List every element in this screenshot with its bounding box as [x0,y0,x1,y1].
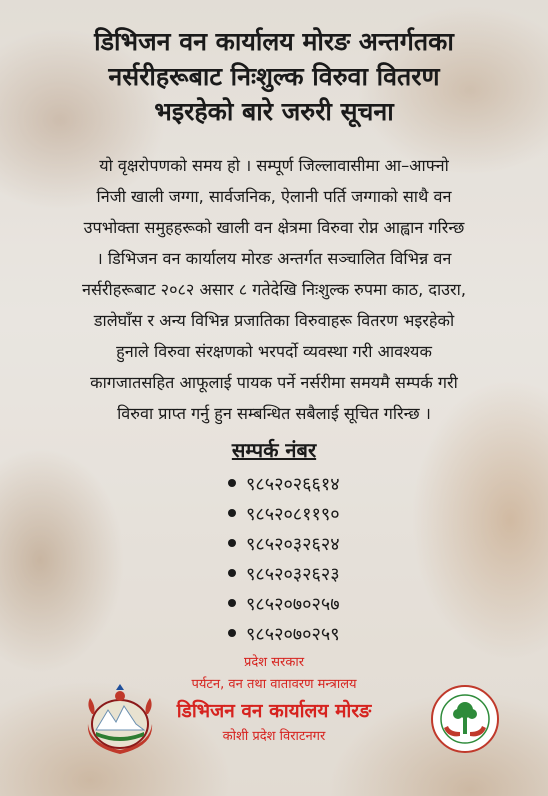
body-line: यो वृक्षरोपणको समय हो । सम्पूर्ण जिल्लावासीमा आ–आफ्नो [99,156,449,175]
phone-number: ९८५२०८११९० [246,504,340,525]
forest-logo-icon [430,684,500,754]
issuer-government: प्रदेश सरकार [243,655,305,670]
body-line: डालेघाँस र अन्य विभिन्न प्रजातिका विरुवाहरू वितरण भइरहेको [93,311,455,330]
issuer-location: कोशी प्रदेश विराटनगर [222,729,326,744]
body-line: नर्सरीहरूबाट २०८२ असार ८ गतेदेखि निःशुल्क रुपमा काठ, दाउरा, [82,280,466,299]
issuer-ministry: पर्यटन, वन तथा वातावरण मन्त्रालय [191,677,357,692]
phone-item [228,590,340,620]
body-line: उपभोक्ता समुहहरूको खाली वन क्षेत्रमा विरुवा रोप्न आह्वान गरिन्छ [83,218,465,237]
phone-number: ९८५२०३२६२४ [246,534,340,555]
body-line: निजी खाली जग्गा, सार्वजनिक, ऐलानी पर्ति जग्गाको साथै वन [96,187,452,206]
notice-body [28,150,520,429]
body-line: हुनाले विरुवा संरक्षणको भरपर्दो व्यवस्था गरी आवश्यक [116,342,432,361]
bullet-icon [228,599,236,607]
phone-item [228,500,340,530]
bullet-icon [228,509,236,517]
bullet-icon [228,629,236,637]
notice-title [20,24,528,129]
title-line: डिभिजन वन कार्यालय मोरङ अन्तर्गतका [94,27,454,56]
issuer-office: डिभिजन वन कार्यालय मोरङ [176,700,372,722]
bullet-icon [228,569,236,577]
bullet-icon [228,539,236,547]
phone-item [228,620,340,650]
bullet-icon [228,479,236,487]
phone-number: ९८५२०३२६२३ [246,564,340,585]
phone-number: ९८५२०७०२५७ [246,594,340,615]
title-line: भइरहेको बारे जरुरी सूचना [154,97,394,126]
title-line: नर्सरीहरूबाट निःशुल्क विरुवा वितरण [108,62,440,91]
body-line: विरुवा प्राप्त गर्नु हुन सम्बन्धित सबैलाई सूचित गरिन्छ । [117,404,431,423]
phone-list [228,470,340,650]
phone-number: ९८५२०७०२५९ [246,624,340,645]
phone-item [228,530,340,560]
phone-item [228,560,340,590]
body-line: कागजातसहित आफूलाई पायक पर्ने नर्सरीमा समयमै सम्पर्क गरी [90,373,458,392]
phone-item [228,470,340,500]
body-line: । डिभिजन वन कार्यालय मोरङ अन्तर्गत सञ्चालित विभिन्न वन [96,249,452,268]
contact-heading: सम्पर्क नंबर [231,438,317,462]
phone-number: ९८५२०२६६१४ [246,474,340,495]
